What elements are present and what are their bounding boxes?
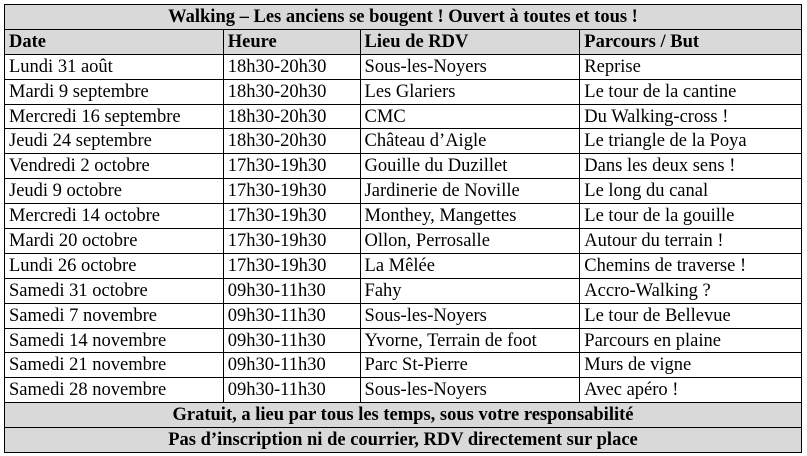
cell-date: Samedi 28 novembre <box>5 378 224 403</box>
column-header-time: Heure <box>223 29 360 54</box>
table-row <box>5 229 802 254</box>
table-row <box>5 378 802 403</box>
table-row <box>5 204 802 229</box>
cell-route: Le long du canal <box>580 179 802 204</box>
title-row <box>5 5 802 30</box>
cell-time: 09h30-11h30 <box>223 278 360 303</box>
cell-time: 18h30-20h30 <box>223 129 360 154</box>
cell-meeting-place: La Mêlée <box>360 253 580 278</box>
cell-date: Lundi 26 octobre <box>5 253 224 278</box>
cell-date: Mardi 20 octobre <box>5 229 224 254</box>
footer-row <box>5 403 802 428</box>
cell-time: 17h30-19h30 <box>223 229 360 254</box>
table-row <box>5 303 802 328</box>
table-row <box>5 129 802 154</box>
cell-route: Murs de vigne <box>580 353 802 378</box>
cell-route: Le tour de la cantine <box>580 79 802 104</box>
cell-route: Avec apéro ! <box>580 378 802 403</box>
cell-date: Mercredi 16 septembre <box>5 104 224 129</box>
table-row <box>5 253 802 278</box>
cell-time: 09h30-11h30 <box>223 353 360 378</box>
cell-time: 17h30-19h30 <box>223 253 360 278</box>
cell-date: Jeudi 9 octobre <box>5 179 224 204</box>
footer-note-free: Gratuit, a lieu par tous les temps, sous votre responsabilité <box>5 403 802 428</box>
footer-note-registration: Pas d’inscription ni de courrier, RDV directement sur place <box>5 428 802 453</box>
cell-route: Accro-Walking ? <box>580 278 802 303</box>
cell-meeting-place: Parc St-Pierre <box>360 353 580 378</box>
cell-date: Jeudi 24 septembre <box>5 129 224 154</box>
cell-date: Samedi 21 novembre <box>5 353 224 378</box>
cell-time: 18h30-20h30 <box>223 79 360 104</box>
cell-time: 17h30-19h30 <box>223 179 360 204</box>
cell-meeting-place: Monthey, Mangettes <box>360 204 580 229</box>
footer-row <box>5 428 802 453</box>
table-row <box>5 353 802 378</box>
cell-meeting-place: Les Glariers <box>360 79 580 104</box>
cell-date: Samedi 14 novembre <box>5 328 224 353</box>
cell-meeting-place: Ollon, Perrosalle <box>360 229 580 254</box>
header-row <box>5 29 802 54</box>
cell-meeting-place: CMC <box>360 104 580 129</box>
cell-route: Le tour de Bellevue <box>580 303 802 328</box>
column-header-date: Date <box>5 29 224 54</box>
table-row <box>5 154 802 179</box>
cell-time: 18h30-20h30 <box>223 104 360 129</box>
cell-meeting-place: Sous-les-Noyers <box>360 303 580 328</box>
table-row <box>5 179 802 204</box>
cell-date: Vendredi 2 octobre <box>5 154 224 179</box>
cell-time: 09h30-11h30 <box>223 328 360 353</box>
cell-time: 09h30-11h30 <box>223 378 360 403</box>
cell-route: Du Walking-cross ! <box>580 104 802 129</box>
cell-time: 17h30-19h30 <box>223 154 360 179</box>
cell-route: Reprise <box>580 54 802 79</box>
table-row <box>5 54 802 79</box>
schedule-table <box>4 4 802 453</box>
cell-meeting-place: Sous-les-Noyers <box>360 378 580 403</box>
cell-meeting-place: Jardinerie de Noville <box>360 179 580 204</box>
cell-meeting-place: Yvorne, Terrain de foot <box>360 328 580 353</box>
table-row <box>5 79 802 104</box>
cell-time: 09h30-11h30 <box>223 303 360 328</box>
cell-route: Autour du terrain ! <box>580 229 802 254</box>
cell-date: Mardi 9 septembre <box>5 79 224 104</box>
cell-route: Le triangle de la Poya <box>580 129 802 154</box>
table-row <box>5 104 802 129</box>
cell-time: 17h30-19h30 <box>223 204 360 229</box>
cell-meeting-place: Château d’Aigle <box>360 129 580 154</box>
schedule-document <box>4 4 802 453</box>
cell-meeting-place: Fahy <box>360 278 580 303</box>
cell-route: Dans les deux sens ! <box>580 154 802 179</box>
table-row <box>5 278 802 303</box>
column-header-meeting-place: Lieu de RDV <box>360 29 580 54</box>
cell-time: 18h30-20h30 <box>223 54 360 79</box>
cell-date: Samedi 7 novembre <box>5 303 224 328</box>
cell-route: Le tour de la gouille <box>580 204 802 229</box>
cell-meeting-place: Gouille du Duzillet <box>360 154 580 179</box>
column-header-route: Parcours / But <box>580 29 802 54</box>
cell-date: Lundi 31 août <box>5 54 224 79</box>
cell-date: Mercredi 14 octobre <box>5 204 224 229</box>
cell-route: Parcours en plaine <box>580 328 802 353</box>
table-row <box>5 328 802 353</box>
cell-date: Samedi 31 octobre <box>5 278 224 303</box>
cell-meeting-place: Sous-les-Noyers <box>360 54 580 79</box>
cell-route: Chemins de traverse ! <box>580 253 802 278</box>
table-title: Walking – Les anciens se bougent ! Ouvert à toutes et tous ! <box>5 5 802 30</box>
